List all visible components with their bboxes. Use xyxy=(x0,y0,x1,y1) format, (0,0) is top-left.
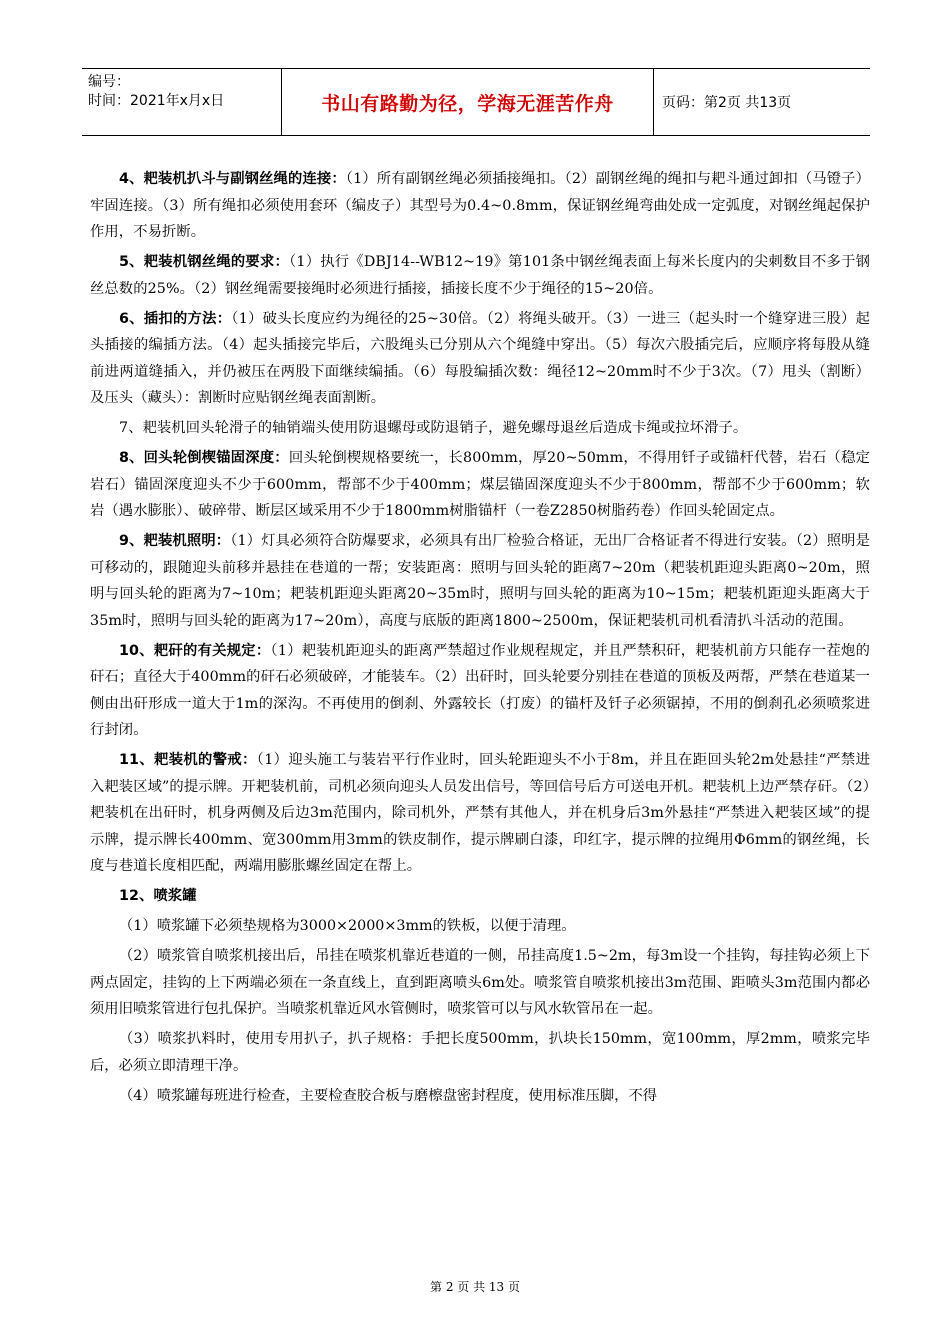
section-text: （1）所有副钢丝绳必须插接绳扣。（2）副钢丝绳的绳扣与耙斗通过卸扣（马镫子）牢固连接。（3）所有绳扣必须使用套环（编皮子）其型号为0.4~0.8mm，保证钢丝绳弯曲处成一定弧度，对钢丝绳起保护作用，不易折断。 xyxy=(90,171,870,240)
header-page-info: 页码：第2页 共13页 xyxy=(662,95,792,111)
section-title: 5、耙装机钢丝绳的要求： xyxy=(119,254,289,270)
section-7 xyxy=(90,415,870,442)
section-9 xyxy=(90,528,870,634)
section-title: 4、耙装机扒斗与副钢丝绳的连接： xyxy=(119,171,346,187)
page-header xyxy=(82,68,870,136)
section-8 xyxy=(90,445,870,525)
section-text: （1）灯具必须符合防爆要求，必须具有出厂检验合格证，无出厂合格证者不得进行安装。（2）照明是可移动的，跟随迎头前移并悬挂在巷道的一帮；安装距离：照明与回头轮的距离7~20m（耙装机距迎头距离0~20m，照明与回头轮的距离为7~10m；耙装机距迎头距离20~35m时，照明与回头轮的距离为10~15m；耙装机距迎头距离大于35m时，照明与回头轮的距离为17~20m），高度与底版的距离1800~2500m，保证耙装机司机看清扒斗活动的范围。 xyxy=(90,533,870,629)
section-title: 10、耙矸的有关规定： xyxy=(119,642,271,659)
header-meta xyxy=(82,69,282,135)
section-11 xyxy=(90,747,870,880)
document-time-label: 时间：2021年x月x日 xyxy=(88,93,225,109)
section-text: 回头轮倒楔规格要统一，长800mm，厚20~50mm，不得用钎子或锚杆代替，岩石（稳定岩石）锚固深度迎头不少于600mm，帮部不少于400mm；煤层锚固深度迎头不少于800mm，帮部不少于600mm；软岩（遇水膨胀）、破碎带、断层区域采用不少于1800mm树脂锚杆（一卷Z2850树脂药卷）作回头轮固定点。 xyxy=(90,450,870,519)
section-text: （1）执行《DBJ14--WB12~19》第101条中钢丝绳表面上每米长度内的尖刺数目不多于钢丝总数的25%。（2）钢丝绳需要接绳时必须进行插接，插接长度不少于绳径的15~20倍。 xyxy=(90,254,870,297)
section-title: 8、回头轮倒楔锚固深度： xyxy=(119,450,289,466)
section-title: 6、插扣的方法： xyxy=(119,310,232,327)
section-12 xyxy=(90,883,870,910)
section-text: （1）破头长度应约为绳径的25~30倍。（2）将绳头破开。（3）一进三（起头时一个缝穿进三股）起头插接的编插方法。（4）起头插接完毕后，六股绳头已分别从六个绳缝中穿出。（5）每次六股插完后，应顺序将每股从缝前进两道缝插入，并仍被压在两股下面继续编插。（6）每股编插次数：绳径12~20mm时不少于3次。（7）甩头（割断）及压头（藏头）：割断时应贴钢丝绳表面割断。 xyxy=(90,310,871,406)
section-4 xyxy=(90,166,870,246)
subitem-1: （1）喷浆罐下必须垫规格为3000×2000×3mm的铁板，以便于清理。 xyxy=(119,918,576,934)
section-10 xyxy=(90,638,870,744)
section-title: 11、耙装机的警戒： xyxy=(119,752,257,768)
document-number-label: 编号： xyxy=(88,74,130,90)
subitem-3: （3）喷浆扒料时，使用专用扒子，扒子规格：手把长度500mm，扒块长150mm，宽100mm，厚2mm，喷浆完毕后，必须立即清理干净。 xyxy=(90,1031,870,1074)
subitem-2: （2）喷浆管自喷浆机接出后，吊挂在喷浆机靠近巷道的一侧，吊挂高度1.5~2m，每3m设一个挂钩，每挂钩必须上下两点固定，挂钩的上下两端必须在一条直线上，直到距离喷头6m处。喷浆管自喷浆机接出3m范围、距喷头3m范围内都必须用旧喷浆管进行包扎保护。当喷浆机靠近风水管侧时，喷浆管可以与风水软管吊在一起。 xyxy=(90,948,870,1017)
section-text: （1）耙装机距迎头的距离严禁超过作业规程规定，并且严禁积矸，耙装机前方只能存一茬炮的矸石；直径大于400mm的矸石必须破碎，才能装车。（2）出矸时，回头轮要分别挂在巷道的顶板及两帮，严禁在巷道某一侧由出矸形成一道大于1m的深沟。不再使用的倒刹、外露较长（打废）的锚杆及钎子必须锯掉，不用的倒刹孔必须喷浆进行封闭。 xyxy=(90,642,870,738)
section-text: 7、耙装机回头轮滑子的轴销端头使用防退螺母或防退销子，避免螺母退丝后造成卡绳或拉坏滑子。 xyxy=(119,420,748,436)
document-body xyxy=(90,166,870,1113)
section-5 xyxy=(90,249,870,302)
header-motto: 书山有路勤为径，学海无涯苦作舟 xyxy=(282,69,654,135)
section-6 xyxy=(90,306,870,412)
subitem-4: （4）喷浆罐每班进行检查，主要检查胶合板与磨檫盘密封程度，使用标准压脚，不得 xyxy=(119,1087,658,1104)
page-footer: 第 2 页 共 13 页 xyxy=(430,1280,520,1294)
section-title: 12、喷浆罐 xyxy=(119,888,197,904)
section-title: 9、耙装机照明： xyxy=(119,533,231,549)
section-text: （1）迎头施工与装岩平行作业时，回头轮距迎头不小于8m，并且在距回头轮2m处悬挂“严禁进入耙装区域”的提示牌。开耙装机前，司机必须向迎头人员发出信号，等回信号后方可送电开机。耙装机上边严禁存矸。（2）耙装机在出矸时，机身两侧及后边3m范围内，除司机外，严禁有其他人，并在机身后3m外悬挂“严禁进入耙装区域”的提示牌，提示牌长400mm、宽300mm用3mm的铁皮制作，提示牌刷白漆，印红字，提示牌的拉绳用Φ6mm的钢丝绳，长度与巷道长度相匹配，两端用膨胀螺丝固定在帮上。 xyxy=(90,752,870,874)
